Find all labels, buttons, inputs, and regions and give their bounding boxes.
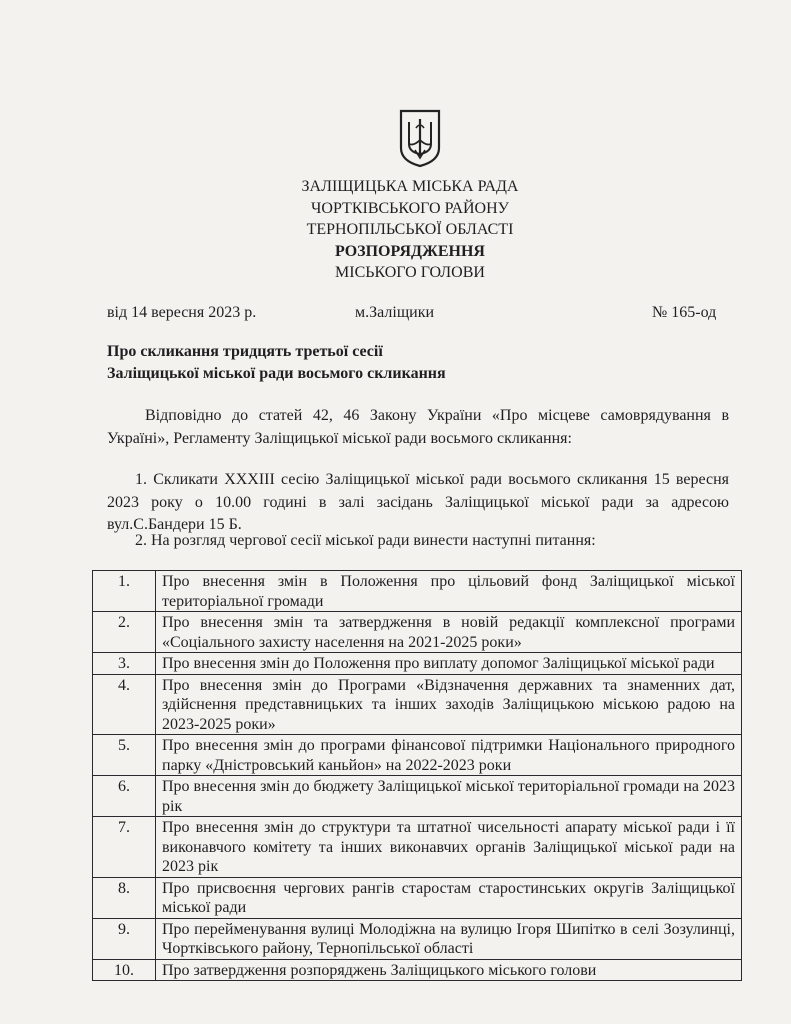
agenda-item-number: 7. bbox=[93, 817, 156, 878]
agenda-row bbox=[93, 674, 742, 735]
agenda-item-text: Про перейменування вулиці Молодіжна на вулицю Ігоря Шипітко в селі Зозулинці, Чортківського району, Тернопільської області bbox=[156, 918, 742, 959]
agenda-row bbox=[93, 653, 742, 675]
agenda-row bbox=[93, 735, 742, 776]
district-name: ЧОРТКІВСЬКОГО РАЙОНУ bbox=[311, 199, 509, 217]
agenda-table bbox=[92, 570, 742, 981]
issuer-title: МІСЬКОГО ГОЛОВИ bbox=[335, 264, 485, 281]
agenda-item-text: Про внесення змін в Положення про цільовий фонд Заліщицької міської територіальної громади bbox=[156, 571, 742, 612]
agenda-row bbox=[93, 959, 742, 981]
document-type: РОЗПОРЯДЖЕННЯ bbox=[335, 242, 485, 260]
agenda-row bbox=[93, 776, 742, 817]
subject-line-2: Заліщицької міської ради восьмого скликання bbox=[107, 365, 446, 382]
document-date: від 14 вересня 2023 р. bbox=[107, 304, 257, 321]
intro-paragraph: Відповідно до статей 42, 46 Закону України «Про місцеве самоврядування в Україні», Регламенту Заліщицької міської ради восьмого скликання: bbox=[107, 407, 729, 447]
agenda-item-text: Про внесення змін до Програми «Відзначення державних та знаменних дат, здійснення представницьких та інших заходів Заліщицькою міською радою на 2023-2025 роки» bbox=[156, 674, 742, 735]
agenda-item-number: 1. bbox=[93, 571, 156, 612]
region-name: ТЕРНОПІЛЬСЬКОЇ ОБЛАСТІ bbox=[306, 221, 514, 238]
agenda-item-number: 6. bbox=[93, 776, 156, 817]
document-city: м.Заліщики bbox=[355, 304, 435, 321]
agenda-item-number: 10. bbox=[93, 959, 156, 981]
coat-of-arms-icon bbox=[398, 108, 442, 168]
agenda-item-text: Про внесення змін та затвердження в новій редакції комплексної програми «Соціального захисту населення на 2021-2025 роки» bbox=[156, 612, 742, 653]
agenda-item-number: 3. bbox=[93, 653, 156, 675]
agenda-row bbox=[93, 612, 742, 653]
subject-line-1: Про скликання тридцять третьої сесії bbox=[107, 343, 383, 360]
agenda-row bbox=[93, 877, 742, 918]
agenda-item-text: Про затвердження розпоряджень Заліщицького міського голови bbox=[156, 959, 742, 981]
document-number: № 165-од bbox=[652, 304, 717, 321]
item-1-paragraph: 1. Скликати XXXIII сесію Заліщицької міської ради восьмого скликання 15 вересня 2023 року о 10.00 годині в залі засідань Заліщицької міської ради за адресою вул.С.Бандери 15 Б. bbox=[107, 471, 729, 533]
agenda-row bbox=[93, 817, 742, 878]
agenda-row bbox=[93, 571, 742, 612]
agenda-item-number: 4. bbox=[93, 674, 156, 735]
agenda-item-text: Про внесення змін до програми фінансової підтримки Національного природного парку «Дністровський каньйон» на 2022-2023 роки bbox=[156, 735, 742, 776]
agenda-item-text: Про присвоєння чергових рангів старостам старостинських округів Заліщицької міської ради bbox=[156, 877, 742, 918]
agenda-item-text: Про внесення змін до бюджету Заліщицької міської територіальної громади на 2023 рік bbox=[156, 776, 742, 817]
item-2-paragraph: 2. На розгляд чергової сесії міської ради винести наступні питання: bbox=[135, 532, 596, 549]
council-name: ЗАЛІЩИЦЬКА МІСЬКА РАДА bbox=[301, 178, 519, 195]
agenda-item-number: 2. bbox=[93, 612, 156, 653]
document-header bbox=[230, 176, 590, 284]
agenda-item-text: Про внесення змін до Положення про виплату допомог Заліщицької міської ради bbox=[156, 653, 742, 675]
agenda-item-number: 5. bbox=[93, 735, 156, 776]
agenda-row bbox=[93, 918, 742, 959]
agenda-item-number: 8. bbox=[93, 877, 156, 918]
agenda-item-number: 9. bbox=[93, 918, 156, 959]
document-subject bbox=[107, 341, 446, 385]
agenda-item-text: Про внесення змін до структури та штатної чисельності апарату міської ради і її виконавчого комітету та інших виконавчих органів Заліщицької міської ради на 2023 рік bbox=[156, 817, 742, 878]
